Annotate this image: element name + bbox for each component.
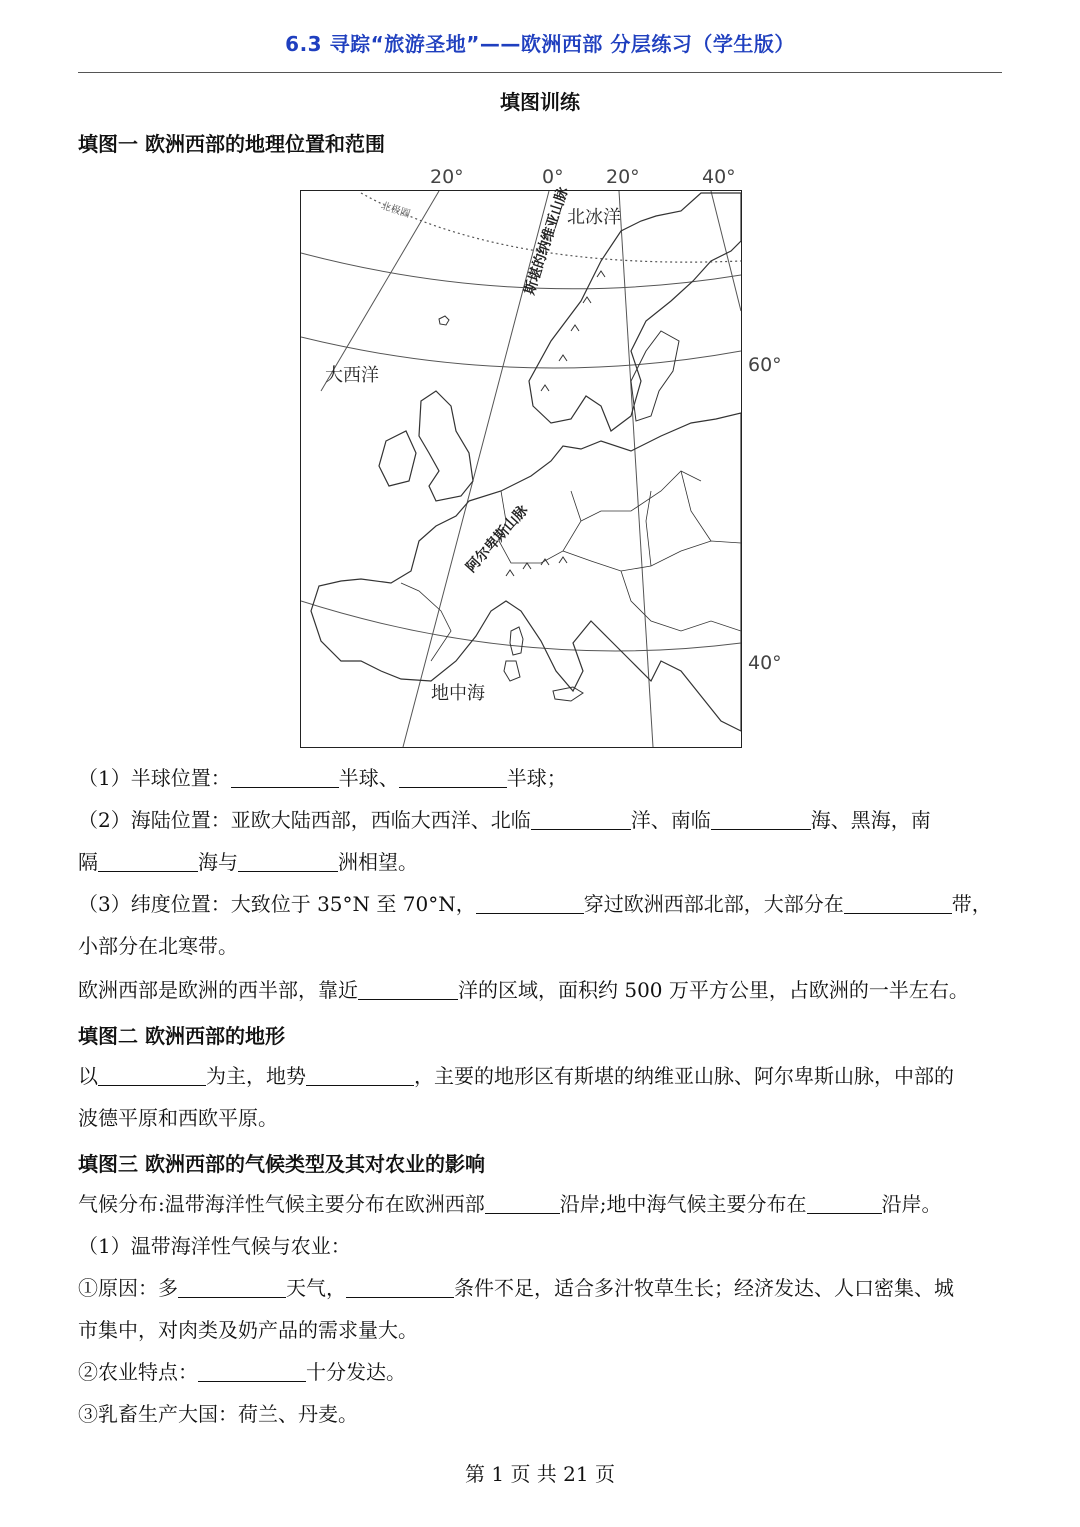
q1-text-b: 半球、 <box>338 766 399 790</box>
fill3-feature-line <box>78 1358 1004 1386</box>
q3-line-2: 小部分在北寒带。 <box>78 934 238 958</box>
fill3-blank-3[interactable] <box>178 1277 286 1298</box>
fill3-sub1: （1）温带海洋性气候与农业： <box>78 1234 351 1258</box>
lat-60-tick: 60° <box>748 354 782 376</box>
fill2-heading: 填图二 欧洲西部的地形 <box>78 1024 285 1048</box>
fill3-blank-4[interactable] <box>346 1277 454 1298</box>
q3-text-a: （3）纬度位置：大致位于 35°N 至 70°N， <box>78 892 476 916</box>
map-drawing <box>301 191 741 747</box>
lat-40-tick: 40° <box>748 652 782 674</box>
fill3-blank-2[interactable] <box>807 1193 882 1214</box>
q2-text-c: 海、黑海，南 <box>810 808 931 832</box>
fill3-dist-c: 沿岸。 <box>881 1192 942 1216</box>
q3-text-c: 带， <box>951 892 992 916</box>
fill3-dist-b: 沿岸;地中海气候主要分布在 <box>559 1192 807 1216</box>
q2-text-b: 洋、南临 <box>630 808 711 832</box>
page-footer: 第 1 页 共 21 页 <box>465 1462 615 1486</box>
q2-text-f: 洲相望。 <box>338 850 418 874</box>
arctic-ocean-label: 北冰洋 <box>567 207 621 228</box>
fill2-line-1 <box>78 1062 1004 1090</box>
fill2-line-2: 波德平原和西欧平原。 <box>78 1106 278 1130</box>
q2-text-d: 隔 <box>78 850 98 874</box>
header-rule <box>78 72 1002 73</box>
fill3-reason-line <box>78 1274 1004 1302</box>
q2-line-2 <box>78 848 1004 876</box>
arctic-circle-label: 北极圈 <box>379 200 412 221</box>
fill3-reason-b: 天气， <box>286 1276 346 1300</box>
alps-label: 阿尔卑斯山脉 <box>463 502 532 576</box>
q3-blank-1[interactable] <box>476 893 584 914</box>
q2-text-e: 海与 <box>198 850 238 874</box>
atlantic-label: 大西洋 <box>325 365 379 386</box>
fill3-reason-c: 条件不足，适合多汁牧草生长；经济发达、人口密集、城 <box>454 1276 954 1300</box>
mediterranean-label: 地中海 <box>431 683 485 704</box>
europe-map <box>300 164 782 750</box>
q3-blank-2[interactable] <box>844 893 952 914</box>
lon-20e-tick: 20° <box>606 166 640 188</box>
fill1-heading: 填图一 欧洲西部的地理位置和范围 <box>78 132 385 156</box>
fill3-dist-line <box>78 1190 1004 1218</box>
map-frame <box>300 185 742 748</box>
fill2-text-c: ，主要的地形区有斯堪的纳维亚山脉、阿尔卑斯山脉，中部的 <box>414 1064 954 1088</box>
q4-blank-1[interactable] <box>358 979 458 1000</box>
fill3-reason-a: ①原因：多 <box>78 1276 178 1300</box>
q2-blank-1[interactable] <box>531 809 631 830</box>
fill2-blank-2[interactable] <box>306 1065 414 1086</box>
fill2-blank-1[interactable] <box>98 1065 206 1086</box>
lon-40e-tick: 40° <box>702 166 736 188</box>
q1-blank-2[interactable] <box>399 767 507 788</box>
q1-line <box>78 764 1004 792</box>
lon-20w-tick: 20° <box>430 166 464 188</box>
fill3-dist-a: 气候分布:温带海洋性气候主要分布在欧洲西部 <box>78 1192 485 1216</box>
fill2-text-b: 为主，地势 <box>206 1064 306 1088</box>
q4-text-a: 欧洲西部是欧洲的西半部，靠近 <box>78 978 358 1002</box>
q2-blank-2[interactable] <box>711 809 811 830</box>
q1-blank-1[interactable] <box>231 767 339 788</box>
q1-text-a: （1）半球位置： <box>78 766 231 790</box>
fill3-reason-line-2: 市集中，对肉类及奶产品的需求量大。 <box>78 1318 418 1342</box>
q1-text-c: 半球； <box>506 766 567 790</box>
q3-line <box>78 890 1004 918</box>
q3-text-b: 穿过欧洲西部北部，大部分在 <box>583 892 844 916</box>
fill3-country-line: ③乳畜生产大国：荷兰、丹麦。 <box>78 1402 358 1426</box>
fill3-feature-b: 十分发达。 <box>306 1360 406 1384</box>
fill3-heading: 填图三 欧洲西部的气候类型及其对农业的影响 <box>78 1152 485 1176</box>
fill2-text-a: 以 <box>78 1064 98 1088</box>
scandinavian-mountains-label: 斯堪的纳维亚山脉 <box>521 185 572 297</box>
section-title: 填图训练 <box>500 90 580 114</box>
lon-0-tick: 0° <box>542 166 564 188</box>
q2-blank-4[interactable] <box>238 851 338 872</box>
fill3-blank-5[interactable] <box>198 1361 306 1382</box>
document-header: 6.3 寻踪“旅游圣地”——欧洲西部 分层练习（学生版） <box>285 32 795 56</box>
q4-line <box>78 976 1004 1004</box>
fill3-feature-a: ②农业特点： <box>78 1360 198 1384</box>
q2-text-a: （2）海陆位置：亚欧大陆西部，西临大西洋、北临 <box>78 808 531 832</box>
q2-line <box>78 806 1004 834</box>
fill3-blank-1[interactable] <box>485 1193 560 1214</box>
q4-text-b: 洋的区域，面积约 500 万平方公里，占欧洲的一半左右。 <box>458 978 969 1002</box>
q2-blank-3[interactable] <box>98 851 198 872</box>
